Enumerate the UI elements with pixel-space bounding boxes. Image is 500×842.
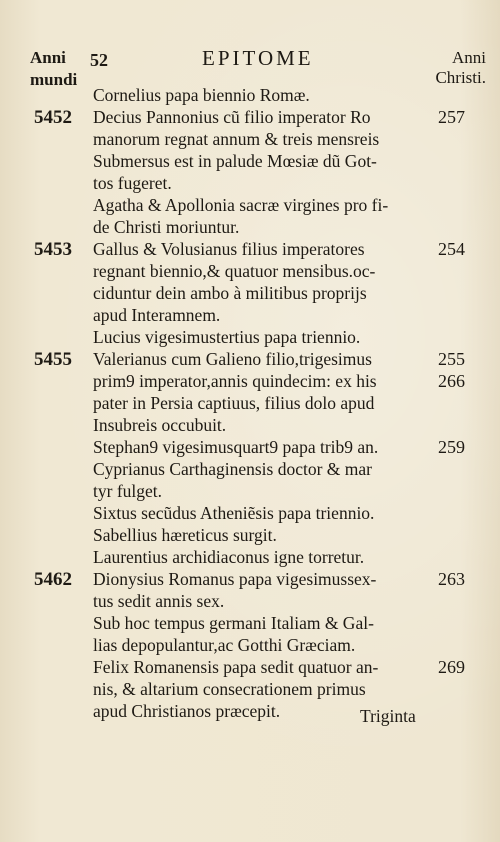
text-line-row	[0, 459, 500, 481]
text-line-row	[0, 481, 500, 503]
chronicle-text-line: de Christi moriuntur.	[93, 217, 240, 237]
anni-christi-line2: Christi.	[435, 68, 486, 87]
chronicle-text-line: Cyprianus Carthaginensis doctor & mar	[93, 459, 372, 479]
anni-mundi-line1: Anni	[30, 48, 66, 67]
anno-christi-year: 255	[438, 349, 465, 369]
anno-christi-year: 259	[438, 437, 465, 457]
chronicle-text-line: tyr fulget.	[93, 481, 163, 501]
anni-christi-heading	[435, 48, 486, 88]
chronicle-text-line: Laurentius archidiaconus igne torretur.	[93, 547, 365, 567]
text-line-row	[0, 305, 500, 327]
anno-mundi-year: 5462	[34, 569, 72, 590]
text-line-row	[0, 415, 500, 437]
text-line-row	[0, 613, 500, 635]
anno-mundi-year: 5452	[34, 107, 72, 128]
chronicle-text-line: manorum regnat annum & treis mensreis	[93, 129, 380, 149]
anni-christi-line1: Anni	[452, 48, 486, 67]
chronicle-text-line: Sub hoc tempus germani Italiam & Gal-	[93, 613, 374, 633]
page-number: 52	[90, 50, 108, 70]
text-line-row	[0, 173, 500, 195]
chronicle-text-line: nis, & altarium consecrationem primus	[93, 679, 366, 699]
running-title: EPITOME	[202, 46, 314, 70]
chronicle-text-line: tus sedit annis sex.	[93, 591, 225, 611]
text-line-row	[0, 701, 500, 723]
chronicle-text-line: ciduntur dein ambo à militibus proprijs	[93, 283, 367, 303]
chronicle-text-line: Felix Romanensis papa sedit quatuor an-	[93, 657, 379, 677]
chronicle-text-line: lias depopulantur,ac Gotthi Græciam.	[93, 635, 356, 655]
chronicle-text-line: regnant biennio,& quatuor mensibus.oc-	[93, 261, 376, 281]
text-line-row	[0, 525, 500, 547]
chronicle-text-line: Gallus & Volusianus filius imperatores	[93, 239, 365, 259]
text-line-row	[0, 371, 500, 393]
chronicle-text-line: Insubreis occubuit.	[93, 415, 227, 435]
text-line-row	[0, 503, 500, 525]
text-line-row	[0, 393, 500, 415]
text-line-row	[0, 547, 500, 569]
chronicle-text-line: tos fugeret.	[93, 173, 172, 193]
text-line-row	[0, 107, 500, 129]
anno-christi-year: 266	[438, 371, 465, 391]
chronicle-text-line: prim9 imperator,annis quindecim: ex his	[93, 371, 377, 391]
text-line-row	[0, 437, 500, 459]
chronicle-text-line: Valerianus cum Galieno filio,trigesimus	[93, 349, 372, 369]
chronicle-text-line: Agatha & Apollonia sacræ virgines pro fi-	[93, 195, 389, 215]
text-line-row	[0, 195, 500, 217]
anno-christi-year: 263	[438, 569, 465, 589]
text-line-row	[0, 657, 500, 679]
chronicle-text-line: apud Interamnem.	[93, 305, 221, 325]
catchword: Triginta	[360, 706, 416, 726]
chronicle-text-line: Cornelius papa biennio Romæ.	[93, 85, 310, 105]
chronicle-text-line: apud Christianos præcepit.	[93, 701, 281, 721]
anno-christi-year: 257	[438, 107, 465, 127]
text-line-row	[0, 129, 500, 151]
text-line-row	[0, 217, 500, 239]
chronicle-text-line: Sixtus secũdus Atheniẽsis papa triennio.	[93, 503, 375, 523]
text-line-row	[0, 349, 500, 371]
text-line-row	[0, 283, 500, 305]
chronicle-text-line: Decius Pannonius cũ filio imperator Ro	[93, 107, 371, 127]
anno-mundi-year: 5453	[34, 239, 72, 260]
text-line-row	[0, 261, 500, 283]
anno-mundi-year: 5455	[34, 349, 72, 370]
text-line-row	[0, 239, 500, 261]
anno-christi-year: 254	[438, 239, 465, 259]
text-line-row	[0, 591, 500, 613]
text-line-row	[0, 85, 500, 107]
chronicle-text-line: Submersus est in palude Mœsiæ dũ Got-	[93, 151, 377, 171]
chronicle-text-line: Sabellius hæreticus surgit.	[93, 525, 277, 545]
chronicle-text-line: Dionysius Romanus papa vigesimussex-	[93, 569, 377, 589]
text-line-row	[0, 569, 500, 591]
text-line-row	[0, 635, 500, 657]
text-line-row	[0, 151, 500, 173]
chronicle-text-line: pater in Persia captiuus, filius dolo apud	[93, 393, 375, 413]
anni-mundi-heading	[30, 48, 77, 90]
text-line-row	[0, 679, 500, 701]
chronicle-text-line: Stephan9 vigesimusquart9 papa trib9 an.	[93, 437, 379, 457]
anni-mundi-line2: mundi	[30, 70, 78, 89]
text-line-row	[0, 327, 500, 349]
anno-christi-year: 269	[438, 657, 465, 677]
chronicle-text-line: Lucius vigesimustertius papa triennio.	[93, 327, 361, 347]
